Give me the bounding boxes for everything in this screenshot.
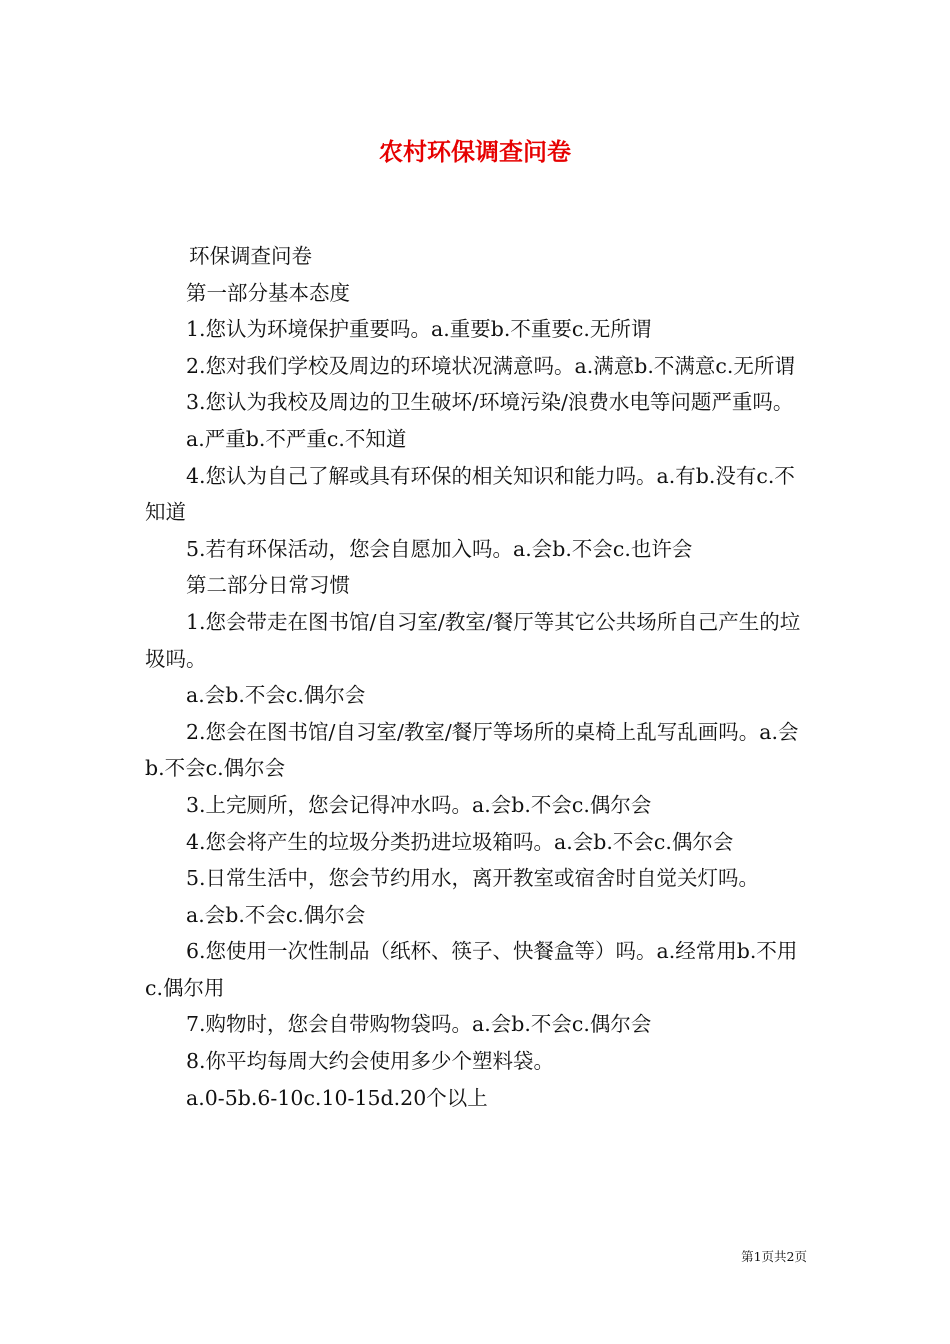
question-2-5: 5.日常生活中，您会节约用水，离开教室或宿舍时自觉关灯吗。 — [186, 866, 760, 891]
question-1-5: 5.若有环保活动，您会自愿加入吗。a.会b.不会c.也许会 — [186, 536, 693, 561]
question-2-7: 7.购物时，您会自带购物袋吗。a.会b.不会c.偶尔会 — [186, 1012, 652, 1037]
section-heading-1: 第一部分基本态度 — [186, 280, 350, 305]
question-1-3: 3.您认为我校及周边的卫生破坏/环境污染/浪费水电等问题严重吗。 — [186, 390, 794, 415]
question-1-2: 2.您对我们学校及周边的环境状况满意吗。a.满意b.不满意c.无所谓 — [186, 353, 795, 378]
question-2-8-options: a.0-5b.6-10c.10-15d.20个以上 — [186, 1085, 488, 1110]
page-number: 第1页共2页 — [741, 1249, 807, 1264]
question-1-4: 4.您认为自己了解或具有环保的相关知识和能力吗。a.有b.没有c.不知道 — [145, 463, 795, 525]
doc-subtitle: 环保调查问卷 — [189, 244, 312, 268]
document-body — [145, 238, 815, 1116]
question-2-8: 8.你平均每周大约会使用多少个塑料袋。 — [186, 1049, 555, 1074]
question-2-2: 2.您会在图书馆/自习室/教室/餐厅等场所的桌椅上乱写乱画吗。a.会b.不会c.偶尔会 — [145, 719, 799, 781]
question-2-4: 4.您会将产生的垃圾分类扔进垃圾箱吗。a.会b.不会c.偶尔会 — [186, 829, 734, 854]
question-2-1-options: a.会b.不会c.偶尔会 — [186, 683, 366, 708]
document-title: 农村环保调查问卷 — [379, 137, 571, 166]
question-2-1: 1.您会带走在图书馆/自习室/教室/餐厅等其它公共场所自己产生的垃圾吗。 — [145, 609, 801, 671]
question-1-3-options: a.严重b.不严重c.不知道 — [186, 426, 407, 451]
question-2-6: 6.您使用一次性制品（纸杯、筷子、快餐盒等）吗。a.经常用b.不用c.偶尔用 — [145, 939, 798, 1000]
question-1-1: 1.您认为环境保护重要吗。a.重要b.不重要c.无所谓 — [186, 317, 652, 342]
section-heading-2: 第二部分日常习惯 — [186, 573, 350, 598]
question-2-5-options: a.会b.不会c.偶尔会 — [186, 902, 366, 927]
question-2-3: 3.上完厕所，您会记得冲水吗。a.会b.不会c.偶尔会 — [186, 792, 652, 817]
